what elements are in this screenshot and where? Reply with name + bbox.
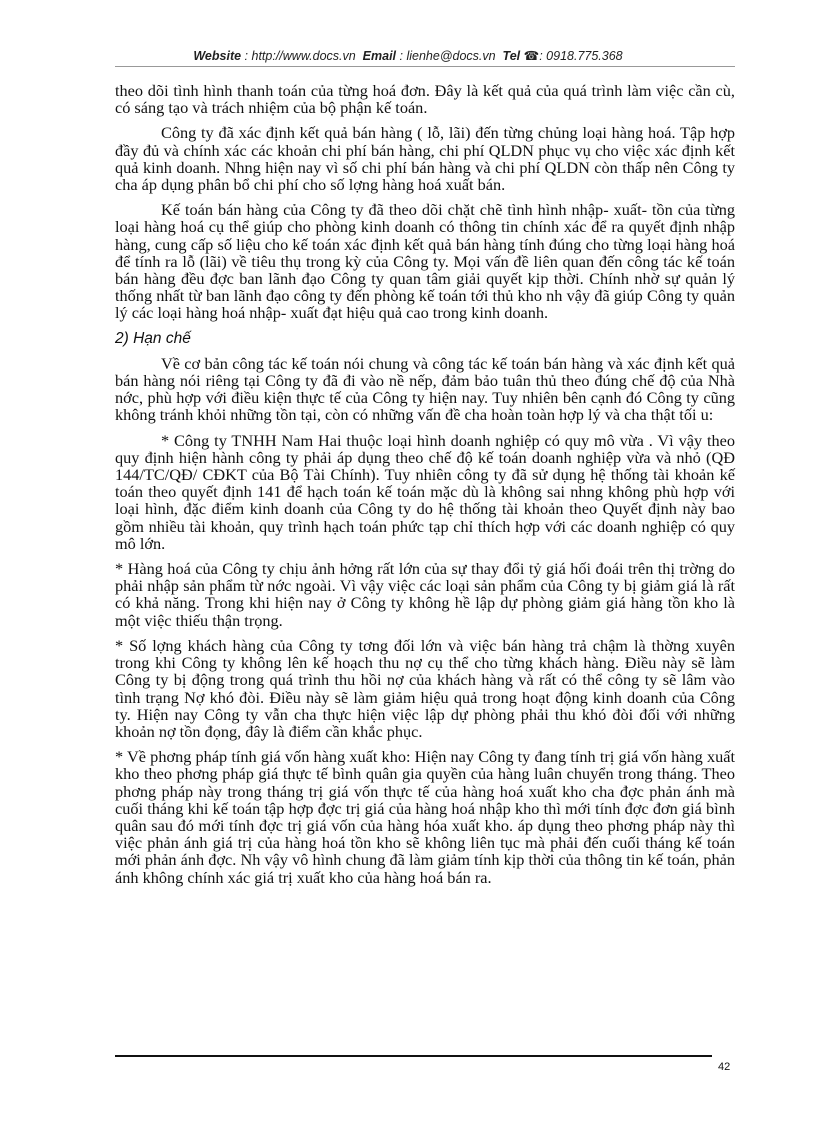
paragraph-4: Về cơ bản công tác kế toán nói chung và công tác kế toán bán hàng và xác định kết quả bán hàng nói riêng tại Công ty đã đi vào nề nếp, đảm bảo tuân thủ theo đúng chế độ của Nhà nớc, phù hợp với điều kiện thực tế của Công ty hiện nay. Tuy nhiên bên cạnh đó Công ty cũng không tránh khỏi những tồn tại, còn có những vấn đề cha hoàn toàn hợp lý và cha thật tối u: [115, 353, 735, 425]
page-header [0, 48, 816, 63]
paragraph-7: * Số lợng khách hàng của Công ty tơng đối lớn và việc bán hàng trả chậm là thờng xuyên trong khi Công ty không lên kế hoạch thu nợ cụ thể cho từng khách hàng. Điều này sẽ làm Công ty bị động trong quá trình thu hồi nợ của khách hàng và rất có thể công ty sẽ lâm vào tình trạng Nợ khó đòi. Điều này sẽ làm giảm hiệu quả trong hoạt động kinh doanh của Công ty. Hiện nay Công ty vẫn cha thực hiện việc lập dự phòng phải thu khó đòi đối với những khoản nợ tồn đọng, đây là điểm cần khắc phục. [115, 635, 735, 741]
paragraph-3: Kế toán bán hàng của Công ty đã theo dõi chặt chẽ tình hình nhập- xuất- tồn của từng loại hàng hoá cụ thể giúp cho phòng kinh doanh có thông tin chính xác để ra quyết định nhập hàng, cung cấp số liệu cho kế toán xác định kết quả bán hàng tính đúng cho từng loại hàng hoá để tính ra lỗ (lãi) về tiêu thụ trong kỳ của Công ty. Mọi vấn đề liên quan đến công tác kế toán bán hàng đều đợc ban lãnh đạo Công ty quan tâm giải quyết kịp thời. Chính nhờ sự quản lý thống nhất từ ban lãnh đạo công ty đến phòng kế toán tới thủ kho nh vậy đã giúp Công ty quản lý các loại hàng hoá nhập- xuất đạt hiệu quả cao trong kinh doanh. [115, 200, 735, 323]
page-number: 42 [718, 1061, 731, 1073]
website-label: Website [193, 49, 242, 63]
tel-label: Tel [502, 49, 521, 63]
paragraph-8: * Về phơng pháp tính giá vốn hàng xuất kho: Hiện nay Công ty đang tính trị giá vốn hàng xuất kho theo phơng pháp giá thực tế bình quân gia quyền của hàng luân chuyển trong tháng. Theo phơng pháp này trong tháng trị giá vốn thực tế của hàng hoá xuất kho cha đợc phản ánh mà cuối tháng khi kế toán tập hợp đợc trị giá của hàng hoá nhập kho thì mới tính đợc đơn giá bình quân sau đó mới tính đợc trị giá vốn của hàng hóa xuất kho. áp dụng theo phơng pháp này thì việc phản ánh giá trị của hàng hoá tồn kho sẽ không liên tục mà phải đến cuối tháng kế toán mới phản ánh đợc. Nh vậy vô hình chung đã làm giảm tính kịp thời của thông tin kế toán, phản ánh không chính xác giá trị xuất kho của hàng hoá bán ra. [115, 747, 735, 887]
tel-number: : 0918.775.368 [539, 49, 623, 63]
email-address[interactable]: : lienhe@docs.vn [399, 49, 496, 63]
header-divider [115, 66, 735, 67]
paragraph-1: theo dõi tình hình thanh toán của từng hoá đơn. Đây là kết quả của quá trình làm việc cần cù, có sáng tạo và trách nhiệm của bộ phận kế toán. [115, 81, 735, 118]
website-url[interactable]: : http://www.docs.vn [244, 49, 356, 63]
footer-divider [115, 1055, 712, 1057]
email-label: Email [362, 49, 397, 63]
phone-icon: ☎ [523, 49, 540, 63]
paragraph-5: * Công ty TNHH Nam Hai thuộc loại hình doanh nghiệp có quy mô vừa . Vì vậy theo quy định hiện hành công ty phải áp dụng theo chế độ kế toán doanh nghiệp vừa và nhỏ (QĐ 144/TC/QĐ/ CĐKT của Bộ Tài Chính). Tuy nhiên công ty đã sử dụng hệ thống tài khoản kế toán theo quyết định 141 để hạch toán kế toán mặc dù là không sai nhng không phù hợp với loại hình, đặc điểm kinh doanh của Công ty do hệ thống tài khoản theo Quyết định này bao gồm nhiều tài khoản, quy trình hạch toán phức tạp chỉ thích hợp với các doanh nghiệp có quy mô lớn. [115, 430, 735, 553]
paragraph-6: * Hàng hoá của Công ty chịu ảnh hởng rất lớn của sự thay đổi tỷ giá hối đoái trên thị trờng do phải nhập sản phẩm từ nớc ngoài. Vì vậy việc các loại sản phẩm của Công ty bị giảm giá là rất có khả năng. Trong khi hiện nay ở Công ty không hề lập dự phòng giảm giá hàng tồn kho là một việc thiếu thận trọng. [115, 559, 735, 630]
section-title: 2) Hạn chế [115, 329, 191, 347]
paragraph-2: Công ty đã xác định kết quả bán hàng ( lỗ, lãi) đến từng chủng loại hàng hoá. Tập hợp đầy đủ và chính xác các khoản chi phí bán hàng, chi phí QLDN phục vụ cho việc xác định kết quả kinh doanh. Nhng hiện nay vì số chi phí bán hàng và chi phí QLDN còn thấp nên Công ty cha áp dụng phân bổ chi phí cho số lợng hàng hoá xuất bán. [115, 123, 735, 195]
document-body [115, 82, 735, 894]
